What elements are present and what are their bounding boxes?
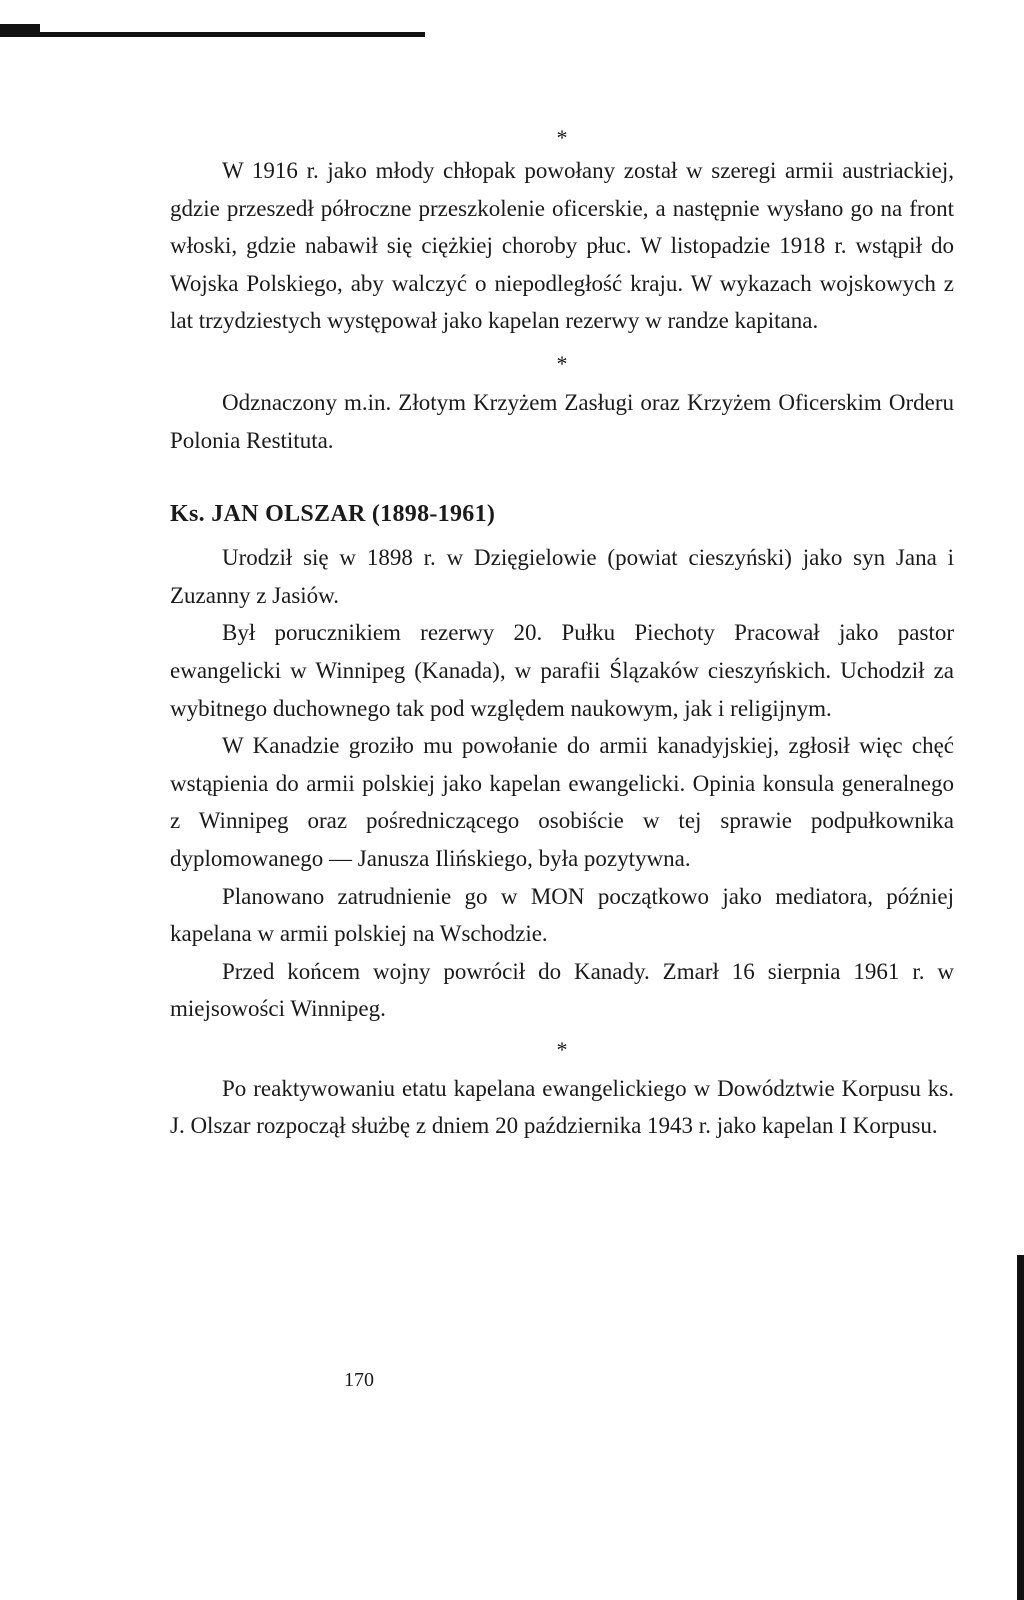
scan-edge-mark (0, 32, 425, 37)
paragraph: Był porucznikiem rezerwy 20. Pułku Piechoty Pracował jako pastor ewangelicki w Winnipeg (Kanada), w parafii Ślązaków cieszyńskich. Uchodził za wybitnego duchownego tak pod względem naukowym, jak i religijnym. (170, 620, 954, 721)
section-separator: * (556, 350, 568, 376)
paragraph: W Kanadzie groziło mu powołanie do armii kanadyjskiej, zgłosił więc chęć wstąpienia do armii polskiej jako kapelan ewangelicki. Opinia konsula generalnego z Winnipeg oraz pośredniczącego osobiście w tej sprawie podpułkownika dyplomowanego — Janusza Ilińskiego, była pozytywna. (170, 733, 954, 871)
paragraph: Urodził się w 1898 r. w Dzięgielowie (powiat cieszyński) jako syn Jana i Zuzanny z Jasiów. (170, 545, 954, 608)
section-separator: * (556, 1036, 568, 1062)
page-number: 170 (344, 1369, 374, 1391)
paragraph: W 1916 r. jako młody chłopak powołany został w szeregi armii austriackiej, gdzie przeszedł półroczne przeszkolenie oficerskie, a następnie wysłano go na front włoski, gdzie nabawił się ciężkiej choroby płuc. W listopadzie 1918 r. wstąpił do Wojska Polskiego, aby walczyć o niepodległość kraju. W wykazach wojskowych z lat trzydziestych występował jako kapelan rezerwy w randze kapitana. (170, 158, 954, 334)
heading-prefix: Ks. (170, 501, 205, 528)
section-separator: * (556, 125, 568, 150)
paragraph: Planowano zatrudnienie go w MON początkowo jako mediatora, później kapelana w armii polskiej na Wschodzie. (170, 883, 954, 947)
scan-edge-mark-right (1017, 1255, 1024, 1600)
biography-heading (170, 495, 954, 533)
heading-name: JAN OLSZAR (1898-1961) (211, 501, 496, 528)
paragraph: Odznaczony m.in. Złotym Krzyżem Zasługi oraz Krzyżem Oficerskim Orderu Polonia Restituta. (170, 389, 954, 453)
paragraph: Po reaktywowaniu etatu kapelana ewangelickiego w Dowództwie Korpusu ks. J. Olszar rozpoczął służbę z dniem 20 października 1943 r. jako kapelan I Korpusu. (170, 1075, 954, 1139)
page-body (170, 124, 954, 1145)
paragraph: Przed końcem wojny powrócił do Kanady. Zmarł 16 sierpnia 1961 r. w miejsowości Winnipeg. (170, 958, 954, 1022)
